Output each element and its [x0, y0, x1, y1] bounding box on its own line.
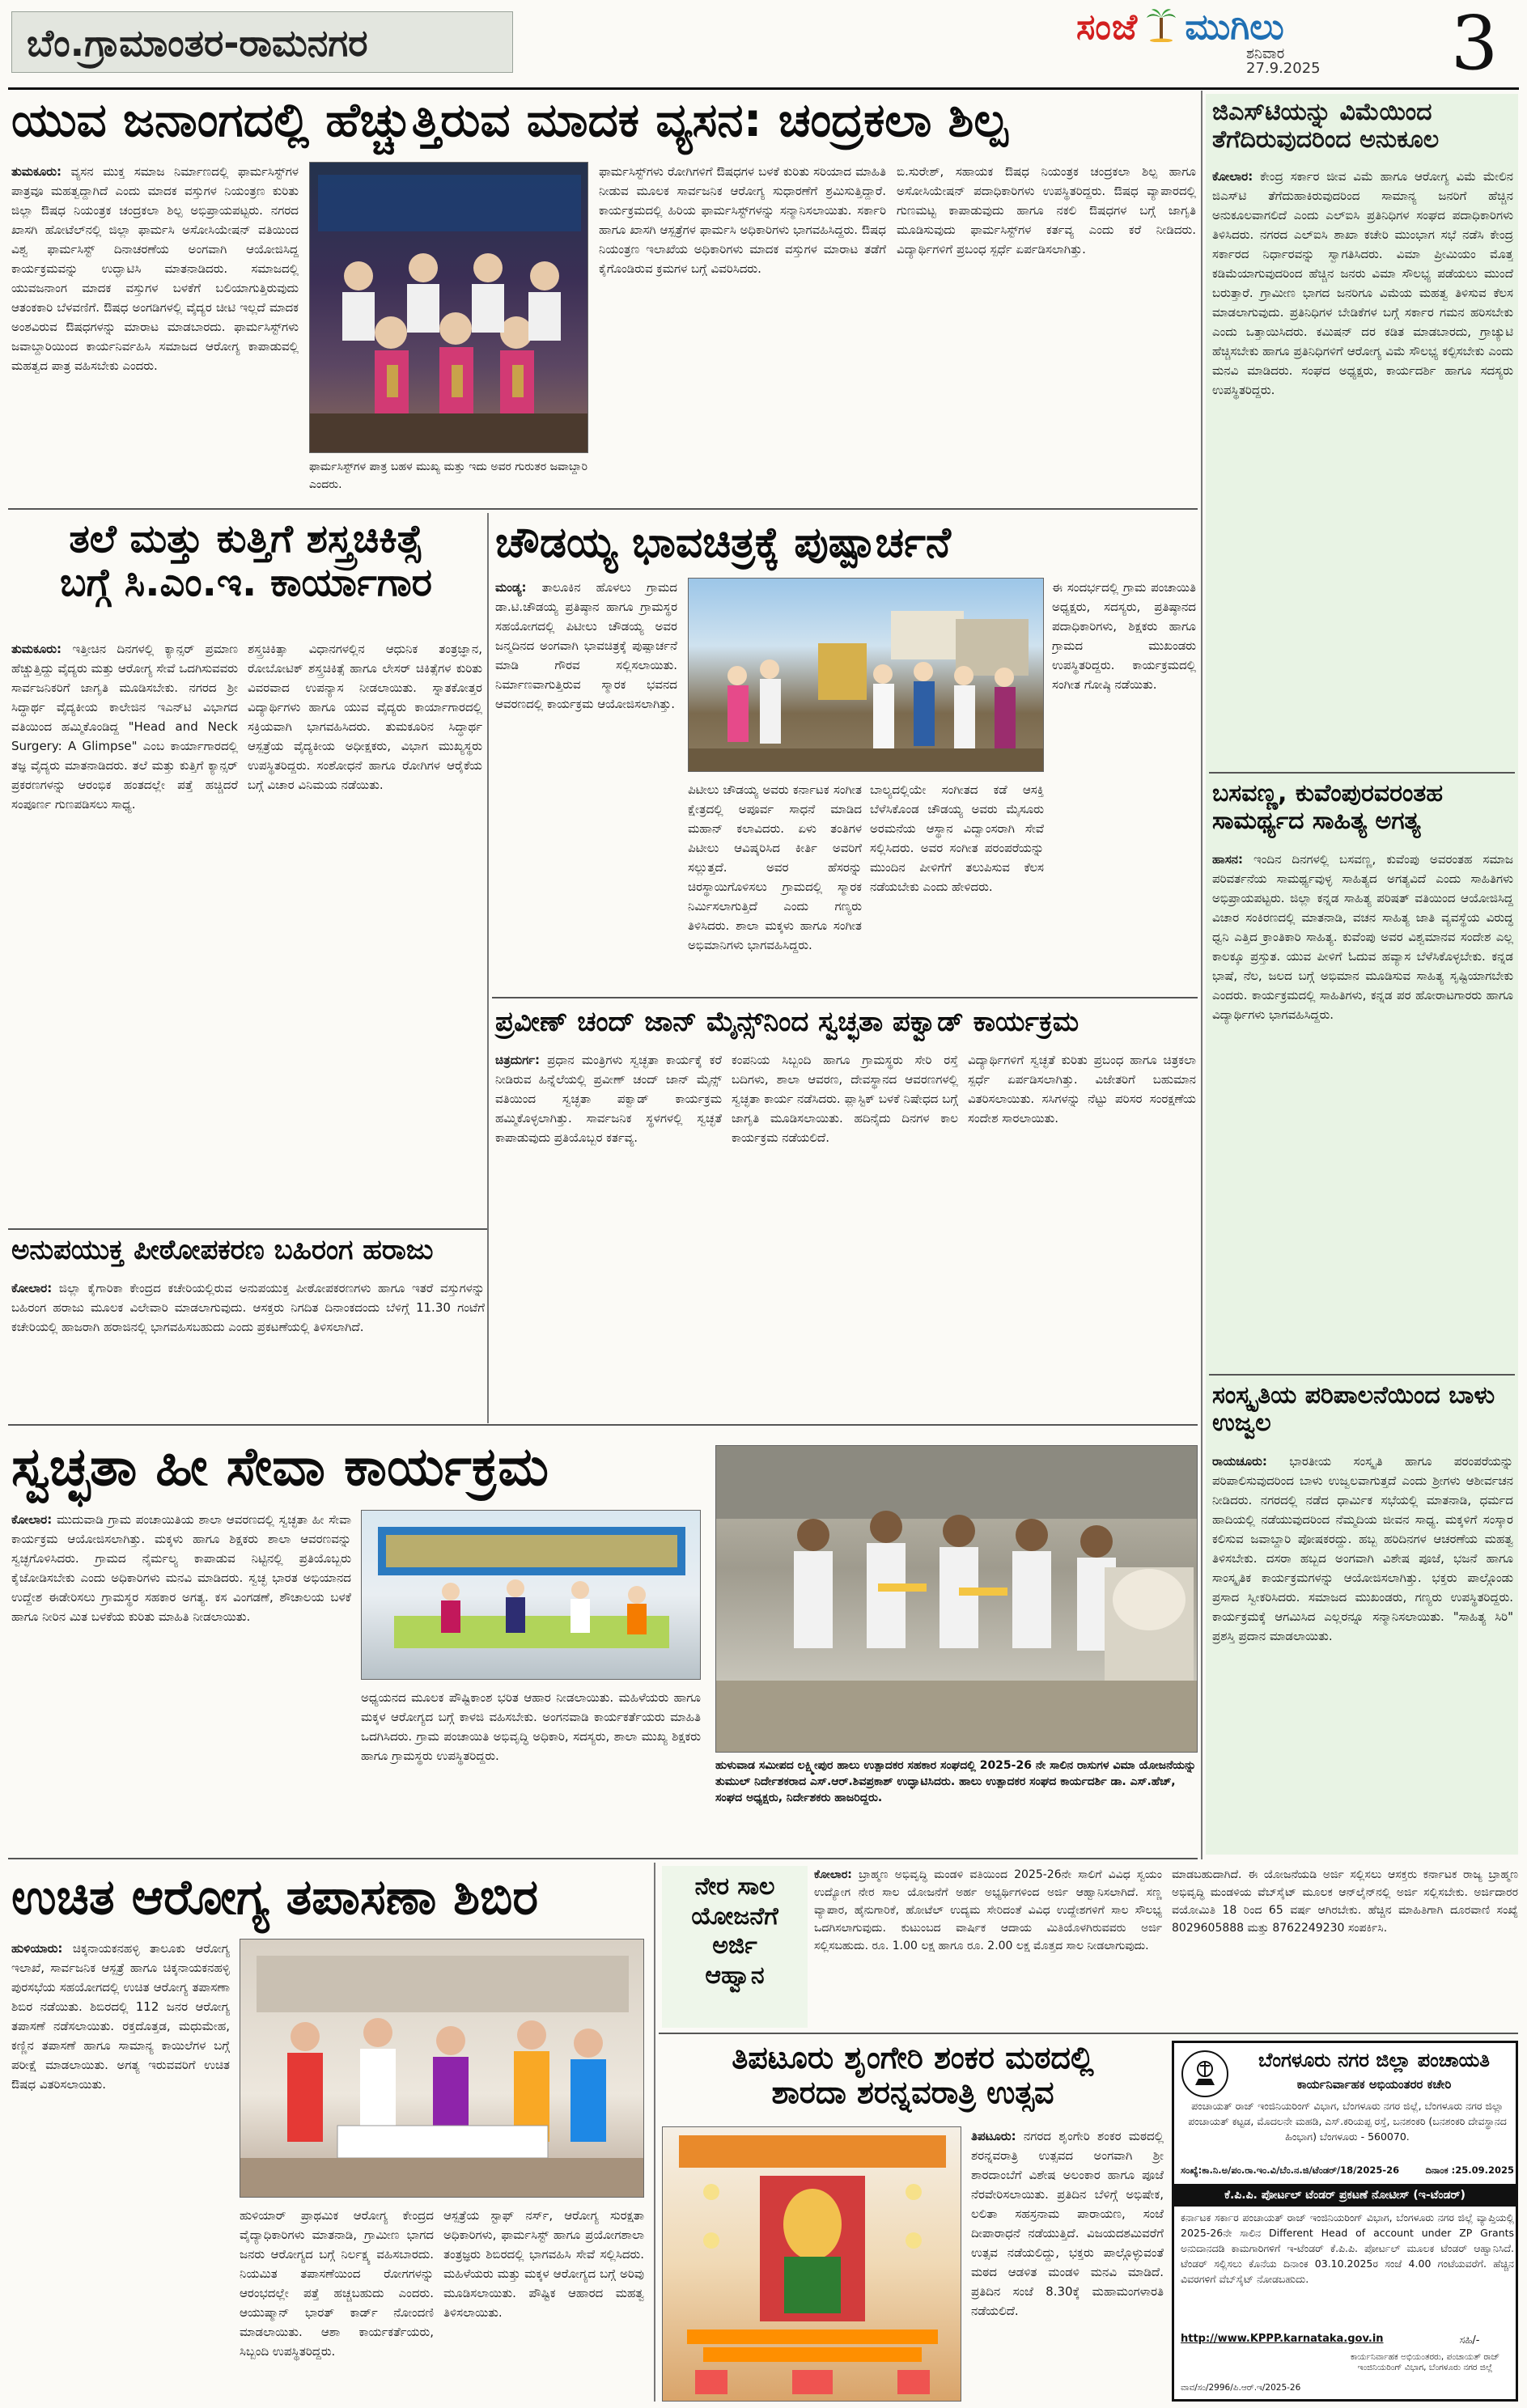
dateline: ಹುಳಿಯಾರು: — [11, 1941, 63, 1956]
headline: ಸಂಸ್ಕೃತಿಯ ಪರಿಪಾಲನೆಯಿಂದ ಬಾಳು ಉಜ್ವಲ — [1212, 1381, 1495, 1437]
story-column — [814, 1866, 1162, 2028]
dateline: ಮಂಡ್ಯ: — [495, 580, 527, 595]
story-text: ಜಿಲ್ಲಾ ಕೈಗಾರಿಕಾ ಕೇಂದ್ರದ ಕಚೇರಿಯಲ್ಲಿರುವ ಅನುಪಯುಕ್ತ ಪೀಠೋಪಕರಣಗಳು ಹಾಗೂ ಇತರೆ ವಸ್ತುಗಳನ್ನು ಬಹಿರಂಗ ಹರಾಜು ಮೂಲಕ ವಿಲೇವಾರಿ ಮಾಡಲಾಗುವುದು. ಆಸಕ್ತರು ನಿಗದಿತ ದಿನಾಂಕದಂದು ಬೆಳಿಗ್ಗೆ 11.30 ಗಂಟೆಗೆ ಕಚೇರಿಯಲ್ಲಿ ಹಾಜರಾಗಿ ಹರಾಜಿನಲ್ಲಿ ಭಾಗವಹಿಸಬಹುದು ಎಂದು ಪ್ರಕಟಣೆಯಲ್ಲಿ ತಿಳಿಸಲಾಗಿದೆ. — [11, 1281, 485, 1334]
story-text: ಇಂದಿನ ದಿನಗಳಲ್ಲಿ ಬಸವಣ್ಣ, ಕುವೆಂಪು ಅವರಂತಹ ಸಮಾಜ ಪರಿವರ್ತನೆಯ ಸಾಮರ್ಥ್ಯವುಳ್ಳ ಸಾಹಿತ್ಯದ ಅಗತ್ಯವಿದೆ ಎಂದು ಸಾಹಿತಿಗಳು ಅಭಿಪ್ರಾಯಪಟ್ಟರು. ಜಿಲ್ಲಾ ಕನ್ನಡ ಸಾಹಿತ್ಯ ಪರಿಷತ್ ವತಿಯಿಂದ ಆಯೋಜಿಸಿದ್ದ ವಿಚಾರ ಸಂಕಿರಣದಲ್ಲಿ ಮಾತನಾಡಿ, ವಚನ ಸಾಹಿತ್ಯ ಜಾತಿ ವ್ಯವಸ್ಥೆಯ ವಿರುದ್ಧ ಧ್ವನಿ ಎತ್ತಿದ ಕ್ರಾಂತಿಕಾರಿ ಸಾಹಿತ್ಯ. ಕುವೆಂಪು ಅವರ ವಿಶ್ವಮಾನವ ಸಂದೇಶ ಎಲ್ಲ ಕಾಲಕ್ಕೂ ಪ್ರಸ್ತುತ. ಯುವ ಪೀಳಿಗೆ ಓದುವ ಹವ್ಯಾಸ ಬೆಳೆಸಿಕೊಳ್ಳಬೇಕು. ಕನ್ನಡ ಭಾಷೆ, ನೆಲ, ಜಲದ ಬಗ್ಗೆ ಅಭಿಮಾನ ಮೂಡಿಸುವ ಸಾಹಿತ್ಯ ಸೃಷ್ಟಿಯಾಗಬೇಕು ಎಂದರು. ಕಾರ್ಯಕ್ರಮದಲ್ಲಿ ಸಾಹಿತಿಗಳು, ಕನ್ನಡ ಪರ ಹೋರಾಟಗಾರರು ಹಾಗೂ ವಿದ್ಯಾರ್ಥಿಗಳು ಭಾಗವಹಿಸಿದ್ದರು. — [1212, 852, 1513, 1022]
reference-date: ದಿನಾಂಕ :25.09.2025 — [1425, 2164, 1514, 2176]
dateline: ಕೋಲಾರ: — [11, 1512, 53, 1527]
logo-text-part1: ಸಂಜೆ — [1076, 6, 1139, 48]
dateline: ರಾಯಚೂರು: — [1212, 1454, 1267, 1469]
photo-caption: ಹುಳುವಾಡ ಸಮೀಪದ ಲಕ್ಷ್ಮೀಪುರ ಹಾಲು ಉತ್ಪಾದಕರ ಸಹಕಾರ ಸಂಘದಲ್ಲಿ 2025-26 ನೇ ಸಾಲಿನ ರಾಸುಗಳ ವಿಮಾ ಯೋಜನೆಯನ್ನು ತುಮುಲ್ ನಿರ್ದೇಶಕರಾದ ಎಸ್.ಆರ್.ಶಿವಪ್ರಕಾಶ್ ಉದ್ಘಾಟಿಸಿದರು. ಹಾಲು ಉತ್ಪಾದಕರ ಸಂಘದ ಕಾರ್ಯದರ್ಶಿ ಡಾ. ಎಸ್.ಹೆಚ್, ಸಂಘದ ಅಧ್ಯಕ್ಷರು, ನಿರ್ದೇಶಕರು ಹಾಜರಿದ್ದರು. — [715, 1759, 1197, 1804]
story-text: ಪ್ರಧಾನ ಮಂತ್ರಿಗಳು ಸ್ವಚ್ಛತಾ ಕಾರ್ಯಕ್ಕೆ ಕರೆ ನೀಡಿರುವ ಹಿನ್ನೆಲೆಯಲ್ಲಿ ಪ್ರವೀಣ್ ಚಂದ್ ಜಾನ್ ಮೈನ್ಸ್ ವತಿಯಿಂದ ಸ್ವಚ್ಛತಾ ಪಕ್ವಾಡ್ ಕಾರ್ಯಕ್ರಮ ಹಮ್ಮಿಕೊಳ್ಳಲಾಗಿತ್ತು. ಸಾರ್ವಜನಿಕ ಸ್ಥಳಗಳಲ್ಲಿ ಸ್ವಚ್ಛತೆ ಕಾಪಾಡುವುದು ಪ್ರತಿಯೊಬ್ಬರ ಕರ್ತವ್ಯ. — [495, 1053, 722, 1145]
signature: ಸಹಿ/- — [1459, 2334, 1480, 2347]
headline — [662, 2041, 1164, 2122]
story-column — [11, 1939, 230, 2402]
logo-text-part2: ಮುಗಿಲು — [1185, 6, 1284, 48]
headline-line: ಶಾರದಾ ಶರನ್ನವರಾತ್ರಿ ಉತ್ಸವ — [771, 2074, 1054, 2110]
newspaper-logo — [1076, 6, 1416, 77]
headline-line: ಯೋಜನೆಗೆ — [691, 1901, 778, 1931]
column-divider — [654, 1863, 655, 2402]
story-column — [1212, 167, 1513, 765]
event-photo — [240, 1939, 644, 2198]
story-column — [495, 1050, 722, 1416]
headline: ಉಚಿತ ಆರೋಗ್ಯ ತಪಾಸಣಾ ಶಿಬಿರ — [11, 1869, 539, 1926]
story-column: ಬಿ.ಸುರೇಶ್, ಸಹಾಯಕ ಔಷಧ ನಿಯಂತ್ರಕ ಚಂದ್ರಕಲಾ ಶಿಲ್ಪ ಹಾಗೂ ಅಸೋಸಿಯೇಷನ್ ಪದಾಧಿಕಾರಿಗಳು ಉಪಸ್ಥಿತರಿದ್ದರು. ಔಷಧ ವ್ಯಾಪಾರದಲ್ಲಿ ಗುಣಮಟ್ಟ ಕಾಪಾಡುವುದು ಹಾಗೂ ನಕಲಿ ಔಷಧಗಳ ಬಗ್ಗೆ ಜಾಗೃತಿ ಮೂಡಿಸುವುದು ಫಾರ್ಮಸಿಸ್ಟ್‌ಗಳ ಕರ್ತವ್ಯ ಎಂದು ಕರೆ ನೀಡಿದರು. ವಿದ್ಯಾರ್ಥಿಗಳಿಗೆ ಪ್ರಬಂಧ ಸ್ಪರ್ಧೆ ಏರ್ಪಡಿಸಲಾಗಿತ್ತು. — [897, 164, 1196, 256]
divider — [8, 508, 1198, 510]
event-photo — [662, 2126, 961, 2402]
ad-footer-code: ವಾವ/ಸಂ/2996/ಪಿ.ಆರ್.ಇ/2025-26 — [1181, 2383, 1301, 2393]
dateline: ಚಿತ್ರದುರ್ಗ: — [495, 1053, 541, 1067]
issue-date: 27.9.2025 — [1246, 60, 1321, 77]
headline-line: ಅರ್ಜಿ — [712, 1931, 757, 1961]
headline-line: ಆಹ್ವಾನ — [705, 1961, 765, 1990]
divider — [8, 1228, 487, 1230]
column-divider — [1201, 91, 1203, 1859]
headline: ಯುವ ಜನಾಂಗದಲ್ಲಿ ಹೆಚ್ಚುತ್ತಿರುವ ಮಾದಕ ವ್ಯಸನ: ಚಂದ್ರಕಲಾ ಶಿಲ್ಪ — [11, 92, 1008, 147]
event-photo — [309, 162, 588, 453]
story-column: ಅಧ್ಯಯನದ ಮೂಲಕ ಪೌಷ್ಟಿಕಾಂಶ ಭರಿತ ಆಹಾರ ನೀಡಲಾಯಿತು. ಮಹಿಳೆಯರು ಹಾಗೂ ಮಕ್ಕಳ ಆರೋಗ್ಯದ ಬಗ್ಗೆ ಕಾಳಜಿ ವಹಿಸಬೇಕು. ಅಂಗನವಾಡಿ ಕಾರ್ಯಕರ್ತೆಯರು ಮಾಹಿತಿ ಒದಗಿಸಿದರು. ಗ್ರಾಮ ಪಂಚಾಯಿತಿ ಅಭಿವೃದ್ಧಿ ಅಧಿಕಾರಿ, ಸದಸ್ಯರು, ಶಾಲಾ ಮುಖ್ಯ ಶಿಕ್ಷಕರು ಹಾಗೂ ಗ್ರಾಮಸ್ಥರು ಉಪಸ್ಥಿತರಿದ್ದರು. — [361, 1690, 701, 1763]
signatory-title: ಕಾರ್ಯನಿರ್ವಾಹಕ ಅಭಿಯಂತರರು, ಪಂಚಾಯತ್ ರಾಜ್ ಇಂಜಿನಿಯರಿಂಗ್ ವಿಭಾಗ, ಬೆಂಗಳೂರು ನಗರ ಜಿಲ್ಲೆ — [1350, 2352, 1500, 2372]
divider — [8, 1424, 1198, 1426]
headline: ಸ್ವಚ್ಛತಾ ಹೀ ಸೇವಾ ಕಾರ್ಯಕ್ರಮ — [11, 1435, 549, 1498]
story-text: ವ್ಯಸನ ಮುಕ್ತ ಸಮಾಜ ನಿರ್ಮಾಣದಲ್ಲಿ ಫಾರ್ಮಸಿಸ್ಟ್‌ಗಳ ಪಾತ್ರವೂ ಮಹತ್ವದ್ದಾಗಿದೆ ಎಂದು ಮಾದಕ ವಸ್ತುಗಳ ನಿಯಂತ್ರಣ ಕುರಿತು ಜಿಲ್ಲಾ ಔಷಧ ನಿಯಂತ್ರಕ ಚಂದ್ರಕಲಾ ಶಿಲ್ಪ ಅಭಿಪ್ರಾಯಪಟ್ಟರು. ನಗರದ ಖಾಸಗಿ ಹೋಟೆಲ್‌ನಲ್ಲಿ ಜಿಲ್ಲಾ ಫಾರ್ಮಸಿ ಅಸೋಸಿಯೇಷನ್ ವತಿಯಿಂದ ವಿಶ್ವ ಫಾರ್ಮಸಿಸ್ಟ್ ದಿನಾಚರಣೆಯ ಅಂಗವಾಗಿ ಆಯೋಜಿಸಿದ್ದ ಕಾರ್ಯಕ್ರಮವನ್ನು ಉದ್ಘಾಟಿಸಿ ಮಾತನಾಡಿದರು. ಸಮಾಜದಲ್ಲಿ ಯುವಜನಾಂಗ ಮಾದಕ ವಸ್ತುಗಳ ಬಳಕೆಗೆ ಬಲಿಯಾಗುತ್ತಿರುವುದು ಆತಂಕಕಾರಿ ಬೆಳವಣಿಗೆ. ಔಷಧ ಅಂಗಡಿಗಳಲ್ಲಿ ವೈದ್ಯರ ಚೀಟಿ ಇಲ್ಲದೆ ಮಾದಕ ಅಂಶವಿರುವ ಔಷಧಗಳನ್ನು ಮಾರಾಟ ಮಾಡಬಾರದು. ಫಾರ್ಮಸಿಸ್ಟ್‌ಗಳು ಜವಾಬ್ದಾರಿಯಿಂದ ಕಾರ್ಯನಿರ್ವಹಿಸಿ ಸಮಾಜದ ಆರೋಗ್ಯ ಕಾಪಾಡುವಲ್ಲಿ ಮಹತ್ವದ ಪಾತ್ರ ವಹಿಸಬೇಕು ಎಂದರು. — [11, 164, 299, 373]
story-text: ನಗರದ ಶೃಂಗೇರಿ ಶಂಕರ ಮಠದಲ್ಲಿ ಶರನ್ನವರಾತ್ರಿ ಉತ್ಸವದ ಅಂಗವಾಗಿ ಶ್ರೀ ಶಾರದಾಂಬೆಗೆ ವಿಶೇಷ ಅಲಂಕಾರ ಹಾಗೂ ಪೂಜೆ ನೆರವೇರಿಸಲಾಯಿತು. ಪ್ರತಿದಿನ ಬೆಳಿಗ್ಗೆ ಅಭಿಷೇಕ, ಲಲಿತಾ ಸಹಸ್ರನಾಮ ಪಾರಾಯಣ, ಸಂಜೆ ದೀಪಾರಾಧನೆ ನಡೆಯುತ್ತಿದೆ. ವಿಜಯದಶಮಿವರೆಗೆ ಉತ್ಸವ ನಡೆಯಲಿದ್ದು, ಭಕ್ತರು ಪಾಲ್ಗೊಳ್ಳುವಂತೆ ಮಠದ ಆಡಳಿತ ಮಂಡಳಿ ಮನವಿ ಮಾಡಿದೆ. ಪ್ರತಿದಿನ ಸಂಜೆ 8.30ಕ್ಕೆ ಮಹಾಮಂಗಳಾರತಿ ನಡೆಯಲಿದೆ. — [971, 2129, 1164, 2318]
tender-banner: ಕೆ.ಪಿ.ಪಿ. ಪೋರ್ಟಲ್ ಟೆಂಡರ್ ಪ್ರಕಟಣೆ ನೋಟೀಸ್ (ಇ-ಟೆಂಡರ್) — [1174, 2184, 1516, 2207]
dateline: ಕೋಲಾರ: — [814, 1868, 852, 1881]
story-text: ಕೇಂದ್ರ ಸರ್ಕಾರ ಜೀವ ವಿಮೆ ಹಾಗೂ ಆರೋಗ್ಯ ವಿಮೆ ಮೇಲಿನ ಜಿಎಸ್‌ಟಿ ತೆಗೆದುಹಾಕಿರುವುದರಿಂದ ಸಾಮಾನ್ಯ ಜನರಿಗೆ ಹೆಚ್ಚಿನ ಅನುಕೂಲವಾಗಲಿದೆ ಎಂದು ಎಲ್‌ಐಸಿ ಪ್ರತಿನಿಧಿಗಳ ಸಂಘದ ಪದಾಧಿಕಾರಿಗಳು ತಿಳಿಸಿದರು. ನಗರದ ಎಲ್‌ಐಸಿ ಶಾಖಾ ಕಚೇರಿ ಮುಂಭಾಗ ಸಭೆ ನಡೆಸಿ ಕೇಂದ್ರ ಸರ್ಕಾರದ ನಿರ್ಧಾರವನ್ನು ಸ್ವಾಗತಿಸಿದರು. ವಿಮಾ ಪ್ರೀಮಿಯಂ ಮೊತ್ತ ಕಡಿಮೆಯಾಗುವುದರಿಂದ ಹೆಚ್ಚಿನ ಜನರು ವಿಮಾ ಸೌಲಭ್ಯ ಪಡೆಯಲು ಮುಂದೆ ಬರುತ್ತಾರೆ. ಗ್ರಾಮೀಣ ಭಾಗದ ಜನರಿಗೂ ವಿಮೆಯ ಮಹತ್ವ ತಿಳಿಸುವ ಕೆಲಸ ಮಾಡಲಾಗುವುದು. ಪ್ರತಿನಿಧಿಗಳ ಬೇಡಿಕೆಗಳ ಬಗ್ಗೆ ಸರ್ಕಾರ ಗಮನ ಹರಿಸಬೇಕು ಎಂದು ಒತ್ತಾಯಿಸಿದರು. ಕಮಿಷನ್ ದರ ಕಡಿತ ಮಾಡಬಾರದು, ಗ್ರಾಚ್ಯುಟಿ ಹೆಚ್ಚಿಸಬೇಕು ಹಾಗೂ ಪ್ರತಿನಿಧಿಗಳಿಗೆ ಆರೋಗ್ಯ ವಿಮೆ ಸೌಲಭ್ಯ ಕಲ್ಪಿಸಬೇಕು ಎಂದು ಮನವಿ ಮಾಡಿದರು. ಸಂಘದ ಅಧ್ಯಕ್ಷರು, ಕಾರ್ಯದರ್ಶಿ ಹಾಗೂ ಸದಸ್ಯರು ಉಪಸ್ಥಿತರಿದ್ದರು. — [1212, 169, 1513, 397]
story-column: ವಿದ್ಯಾರ್ಥಿಗಳಿಗೆ ಸ್ವಚ್ಛತೆ ಕುರಿತು ಪ್ರಬಂಧ ಹಾಗೂ ಚಿತ್ರಕಲಾ ಸ್ಪರ್ಧೆ ಏರ್ಪಡಿಸಲಾಗಿತ್ತು. ವಿಜೇತರಿಗೆ ಬಹುಮಾನ ವಿತರಿಸಲಾಯಿತು. ಸಸಿಗಳನ್ನು ನೆಟ್ಟು ಪರಿಸರ ಸಂರಕ್ಷಣೆಯ ಸಂದೇಶ ಸಾರಲಾಯಿತು. — [968, 1053, 1196, 1126]
story-column: ಫಾರ್ಮಸಿಸ್ಟ್‌ಗಳು ರೋಗಿಗಳಿಗೆ ಔಷಧಗಳ ಬಳಕೆ ಕುರಿತು ಸರಿಯಾದ ಮಾಹಿತಿ ನೀಡುವ ಮೂಲಕ ಸಾರ್ವಜನಿಕ ಆರೋಗ್ಯ ಸುಧಾರಣೆಗೆ ಶ್ರಮಿಸುತ್ತಿದ್ದಾರೆ. ಕಾರ್ಯಕ್ರಮದಲ್ಲಿ ಹಿರಿಯ ಫಾರ್ಮಸಿಸ್ಟ್‌ಗಳನ್ನು ಸನ್ಮಾನಿಸಲಾಯಿತು. ಸರ್ಕಾರಿ ಹಾಗೂ ಖಾಸಗಿ ಆಸ್ಪತ್ರೆಗಳ ಫಾರ್ಮಸಿ ಅಧಿಕಾರಿಗಳು ಭಾಗವಹಿಸಿದ್ದರು. ಔಷಧ ನಿಯಂತ್ರಣ ಇಲಾಖೆಯ ಅಧಿಕಾರಿಗಳು ಮಾದಕ ವಸ್ತುಗಳ ಮಾರಾಟ ತಡೆಗೆ ಕೈಗೊಂಡಿರುವ ಕ್ರಮಗಳ ಬಗ್ಗೆ ವಿವರಿಸಿದರು. — [599, 164, 886, 276]
headline: ಚೌಡಯ್ಯ ಭಾವಚಿತ್ರಕ್ಕೆ ಪುಷ್ಪಾರ್ಚನೆ — [495, 519, 951, 567]
story-text: ತಾಲೂಕಿನ ಹೊಳಲು ಗ್ರಾಮದ ಡಾ.ಟಿ.ಚೌಡಯ್ಯ ಪ್ರತಿಷ್ಠಾನ ಹಾಗೂ ಗ್ರಾಮಸ್ಥರ ಸಹಯೋಗದಲ್ಲಿ ಪಿಟೀಲು ಚೌಡಯ್ಯ ಅವರ ಜನ್ಮದಿನದ ಅಂಗವಾಗಿ ಭಾವಚಿತ್ರಕ್ಕೆ ಪುಷ್ಪಾರ್ಚನೆ ಮಾಡಿ ಗೌರವ ಸಲ್ಲಿಸಲಾಯಿತು. ನಿರ್ಮಾಣವಾಗುತ್ತಿರುವ ಸ್ಮಾರಕ ಭವನದ ಆವರಣದಲ್ಲಿ ಕಾರ್ಯಕ್ರಮ ಆಯೋಜಿಸಲಾಗಿತ್ತು. — [495, 580, 677, 711]
reference-number: ಸಂಖ್ಯೆ:ಕಾ.ನಿ.ಅ/ಪಂ.ರಾ.ಇಂ.ವಿ/ಬೆಂ.ನ.ಜಿ/ಟೆಂಡರ್/18/2025-26 — [1181, 2164, 1400, 2176]
story-column — [11, 639, 238, 1222]
headline-line: ತಲೆ ಮತ್ತು ಕುತ್ತಿಗೆ ಶಸ್ತ್ರಚಿಕಿತ್ಸೆ — [69, 516, 423, 562]
story-text: ಇತ್ತೀಚಿನ ದಿನಗಳಲ್ಲಿ ಕ್ಯಾನ್ಸರ್ ಪ್ರಮಾಣ ಹೆಚ್ಚುತ್ತಿದ್ದು ವೈದ್ಯರು ಮತ್ತು ಆರೋಗ್ಯ ಸೇವೆ ಒದಗಿಸುವವರು ಸಾರ್ವಜನಿಕರಿಗೆ ಜಾಗೃತಿ ಮೂಡಿಸಬೇಕು. ನಗರದ ಶ್ರೀ ಸಿದ್ಧಾರ್ಥ ವೈದ್ಯಕೀಯ ಕಾಲೇಜಿನ ಇಎನ್‌ಟಿ ವಿಭಾಗದ ವತಿಯಿಂದ ಹಮ್ಮಿಕೊಂಡಿದ್ದ "Head and Neck Surgery: A Glimpse" ಎಂಬ ಕಾರ್ಯಾಗಾರದಲ್ಲಿ ತಜ್ಞ ವೈದ್ಯರು ಮಾತನಾಡಿದರು. ತಲೆ ಮತ್ತು ಕುತ್ತಿಗೆ ಕ್ಯಾನ್ಸರ್ ಪ್ರಕರಣಗಳನ್ನು ಆರಂಭಿಕ ಹಂತದಲ್ಲೇ ಪತ್ತೆ ಹಚ್ಚಿದರೆ ಸಂಪೂರ್ಣ ಗುಣಪಡಿಸಲು ಸಾಧ್ಯ. — [11, 642, 238, 812]
story-column — [1212, 1452, 1513, 1848]
sidebar — [1206, 94, 1518, 1855]
story-column: ಈ ಸಂದರ್ಭದಲ್ಲಿ ಗ್ರಾಮ ಪಂಚಾಯಿತಿ ಅಧ್ಯಕ್ಷರು, ಸದಸ್ಯರು, ಪ್ರತಿಷ್ಠಾನದ ಪದಾಧಿಕಾರಿಗಳು, ಶಿಕ್ಷಕರು ಹಾಗೂ ಗ್ರಾಮದ ಮುಖಂಡರು ಉಪಸ್ಥಿತರಿದ್ದರು. ಕಾರ್ಯಕ್ರಮದಲ್ಲಿ ಸಂಗೀತ ಗೋಷ್ಠಿ ನಡೆಯಿತು. — [1052, 580, 1196, 692]
photo-caption: ಫಾರ್ಮಸಿಸ್ಟ್‌ಗಳ ಪಾತ್ರ ಬಹಳ ಮುಖ್ಯ ಮತ್ತು ಇದು ಅವರ ಗುರುತರ ಜವಾಬ್ದಾರಿ ಎಂದರು. — [309, 460, 588, 491]
story-column — [1212, 850, 1513, 1367]
story-text: ಮುದುವಾಡಿ ಗ್ರಾಮ ಪಂಚಾಯಿತಿಯ ಶಾಲಾ ಆವರಣದಲ್ಲಿ ಸ್ವಚ್ಛತಾ ಹೀ ಸೇವಾ ಕಾರ್ಯಕ್ರಮ ಆಯೋಜಿಸಲಾಗಿತ್ತು. ಮಕ್ಕಳು ಹಾಗೂ ಶಿಕ್ಷಕರು ಶಾಲಾ ಆವರಣವನ್ನು ಸ್ವಚ್ಛಗೊಳಿಸಿದರು. ಗ್ರಾಮದ ನೈರ್ಮಲ್ಯ ಕಾಪಾಡುವ ನಿಟ್ಟಿನಲ್ಲಿ ಪ್ರತಿಯೊಬ್ಬರು ಕೈಜೋಡಿಸಬೇಕು ಎಂದು ಅಧಿಕಾರಿಗಳು ಮನವಿ ಮಾಡಿದರು. ಸ್ವಚ್ಛ ಭಾರತ ಅಭಿಯಾನದ ಉದ್ದೇಶ ಈಡೇರಿಸಲು ಗ್ರಾಮಸ್ಥರ ಸಹಕಾರ ಅಗತ್ಯ. ಕಸ ವಿಂಗಡಣೆ, ಶೌಚಾಲಯ ಬಳಕೆ ಹಾಗೂ ನೀರಿನ ಮಿತ ಬಳಕೆಯ ಕುರಿತು ಮಾಹಿತಿ ನೀಡಲಾಯಿತು. — [11, 1512, 351, 1624]
headline: ಜಿಎಸ್‌ಟಿಯನ್ನು ವಿಮೆಯಿಂದ ತೆಗೆದಿರುವುದರಿಂದ ಅನುಕೂಲ — [1212, 98, 1440, 154]
event-photo — [688, 578, 1044, 772]
org-address: ಪಂಚಾಯತ್ ರಾಜ್ ಇಂಜಿನಿಯರಿಂಗ್ ವಿಭಾಗ, ಬೆಂಗಳೂರು ನಗರ ಜಿಲ್ಲೆ, ಬೆಂಗಳೂರು ನಗರ ಜಿಲ್ಲಾ ಪಂಚಾಯತ್ ಕಟ್ಟಡ, ಮೊದಲನೇ ಮಹಡಿ, ಎಸ್.ಕರಿಯಪ್ಪ ರಸ್ತೆ, ಬನಶಂಕರಿ (ಬನಶಂಕರಿ ದೇವಸ್ಥಾನದ ಹಿಂಭಾಗ) ಬೆಂಗಳೂರು - 560070. — [1188, 2100, 1507, 2143]
dateline: ಕೋಲಾರ: — [11, 1281, 53, 1295]
headline — [11, 518, 481, 631]
headline: ಪ್ರವೀಣ್ ಚಂದ್ ಜಾನ್ ಮೈನ್ಸ್‌ನಿಂದ ಸ್ವಚ್ಛತಾ ಪಕ್ವಾಡ್ ಕಾರ್ಯಕ್ರಮ — [495, 1006, 1080, 1038]
issue-day: ಶನಿವಾರ — [1246, 45, 1285, 62]
divider — [1209, 1374, 1515, 1376]
tender-advertisement — [1172, 2041, 1518, 2402]
story-column: ಶಸ್ತ್ರಚಿಕಿತ್ಸಾ ವಿಧಾನಗಳಲ್ಲಿನ ಆಧುನಿಕ ತಂತ್ರಜ್ಞಾನ, ರೋಬೋಟಿಕ್ ಶಸ್ತ್ರಚಿಕಿತ್ಸೆ ಹಾಗೂ ಲೇಸರ್ ಚಿಕಿತ್ಸೆಗಳ ಕುರಿತು ವಿವರವಾದ ಉಪನ್ಯಾಸ ನೀಡಲಾಯಿತು. ಸ್ನಾತಕೋತ್ತರ ವಿದ್ಯಾರ್ಥಿಗಳು ಹಾಗೂ ಯುವ ವೈದ್ಯರು ಕಾರ್ಯಾಗಾರದಲ್ಲಿ ಸಕ್ರಿಯವಾಗಿ ಭಾಗವಹಿಸಿದರು. ತುಮಕೂರಿನ ಸಿದ್ಧಾರ್ಥ ಆಸ್ಪತ್ರೆಯ ವೈದ್ಯಕೀಯ ಅಧೀಕ್ಷಕರು, ವಿಭಾಗ ಮುಖ್ಯಸ್ಥರು ಉಪಸ್ಥಿತರಿದ್ದರು. ಸಂಶೋಧನೆ ಹಾಗೂ ರೋಗಿಗಳ ಆರೈಕೆಯ ಬಗ್ಗೆ ವಿಚಾರ ವಿನಿಮಯ ನಡೆಯಿತು. — [248, 642, 482, 792]
tender-website-link[interactable]: http://www.KPPP.karnataka.gov.in — [1181, 2333, 1384, 2345]
story-column — [495, 578, 677, 990]
event-photo — [715, 1445, 1198, 1753]
story-column: ಬಾಲ್ಯದಲ್ಲಿಯೇ ಸಂಗೀತದ ಕಡೆ ಆಸಕ್ತಿ ಬೆಳೆಸಿಕೊಂಡ ಚೌಡಯ್ಯ ಅವರು ಮೈಸೂರು ಅರಮನೆಯ ಆಸ್ಥಾನ ವಿದ್ವಾಂಸರಾಗಿ ಸೇವೆ ಸಲ್ಲಿಸಿದರು. ಅವರ ಸಂಗೀತ ಪರಂಪರೆಯನ್ನು ಮುಂದಿನ ಪೀಳಿಗೆಗೆ ತಲುಪಿಸುವ ಕೆಲಸ ನಡೆಯಬೇಕು ಎಂದು ಹೇಳಿದರು. — [870, 782, 1044, 894]
masthead-rule — [8, 87, 1519, 90]
story-column: ಪಿಟೀಲು ಚೌಡಯ್ಯ ಅವರು ಕರ್ನಾಟಕ ಸಂಗೀತ ಕ್ಷೇತ್ರದಲ್ಲಿ ಅಪೂರ್ವ ಸಾಧನೆ ಮಾಡಿದ ಮಹಾನ್ ಕಲಾವಿದರು. ಏಳು ತಂತಿಗಳ ಪಿಟೀಲು ಆವಿಷ್ಕರಿಸಿದ ಕೀರ್ತಿ ಅವರಿಗೆ ಸಲ್ಲುತ್ತದೆ. ಅವರ ಹೆಸರನ್ನು ಚಿರಸ್ಥಾಯಿಗೊಳಿಸಲು ಗ್ರಾಮದಲ್ಲಿ ಸ್ಮಾರಕ ನಿರ್ಮಿಸಲಾಗುತ್ತಿದೆ ಎಂದು ಗಣ್ಯರು ತಿಳಿಸಿದರು. ಶಾಲಾ ಮಕ್ಕಳು ಹಾಗೂ ಸಂಗೀತ ಅಭಿಮಾನಿಗಳು ಭಾಗವಹಿಸಿದ್ದರು. — [688, 782, 862, 952]
headline-line: ಬಗ್ಗೆ ಸಿ.ಎಂ.ಇ. ಕಾರ್ಯಾಗಾರ — [59, 559, 433, 605]
headline: ಅನುಪಯುಕ್ತ ಪೀಠೋಪಕರಣ ಬಹಿರಂಗ ಹರಾಜು — [11, 1234, 434, 1266]
dateline: ತುಮಕೂರು: — [11, 164, 62, 179]
divider — [1209, 772, 1515, 774]
column-divider — [487, 513, 489, 1423]
palm-tree-icon — [1145, 6, 1177, 42]
story-text: ಬ್ರಾಹ್ಮಣ ಅಭಿವೃದ್ಧಿ ಮಂಡಳಿ ವತಿಯಿಂದ 2025-26ನೇ ಸಾಲಿಗೆ ವಿವಿಧ ಸ್ವಯಂ ಉದ್ಯೋಗ ನೇರ ಸಾಲ ಯೋಜನೆಗೆ ಅರ್ಹ ಅಭ್ಯರ್ಥಿಗಳಿಂದ ಅರ್ಜಿ ಆಹ್ವಾನಿಸಲಾಗಿದೆ. ಸಣ್ಣ ವ್ಯಾಪಾರ, ಹೈನುಗಾರಿಕೆ, ಹೋಟೆಲ್ ಉದ್ಯಮ ಸೇರಿದಂತೆ ವಿವಿಧ ಉದ್ದೇಶಗಳಿಗೆ ಸಾಲ ಸೌಲಭ್ಯ ಒದಗಿಸಲಾಗುವುದು. ಕುಟುಂಬದ ವಾರ್ಷಿಕ ಆದಾಯ ಮಿತಿಯೊಳಗಿರುವವರು ಅರ್ಜಿ ಸಲ್ಲಿಸಬಹುದು. ರೂ. 1.00 ಲಕ್ಷ ಹಾಗೂ ರೂ. 2.00 ಲಕ್ಷ ಮೊತ್ತದ ಸಾಲ ನೀಡಲಾಗುವುದು. — [814, 1868, 1162, 1952]
story-text: ಚಿಕ್ಕನಾಯಕನಹಳ್ಳಿ ತಾಲೂಕು ಆರೋಗ್ಯ ಇಲಾಖೆ, ಸಾರ್ವಜನಿಕ ಆಸ್ಪತ್ರೆ ಹಾಗೂ ಚಿಕ್ಕನಾಯಕನಹಳ್ಳಿ ಪುರಸಭೆಯ ಸಹಯೋಗದಲ್ಲಿ ಉಚಿತ ಆರೋಗ್ಯ ತಪಾಸಣಾ ಶಿಬಿರ ನಡೆಯಿತು. ಶಿಬಿರದಲ್ಲಿ 112 ಜನರ ಆರೋಗ್ಯ ತಪಾಸಣೆ ನಡೆಸಲಾಯಿತು. ರಕ್ತದೊತ್ತಡ, ಮಧುಮೇಹ, ಕಣ್ಣಿನ ತಪಾಸಣೆ ಹಾಗೂ ಸಾಮಾನ್ಯ ಕಾಯಿಲೆಗಳ ಬಗ್ಗೆ ಪರೀಕ್ಷೆ ಮಾಡಲಾಯಿತು. ಅಗತ್ಯ ಇರುವವರಿಗೆ ಉಚಿತ ಔಷಧ ವಿತರಿಸಲಾಯಿತು. — [11, 1941, 230, 2092]
story-column — [11, 162, 299, 502]
org-subtitle: ಕಾರ್ಯನಿರ್ವಾಹಕ ಅಭಿಯಂತರರ ಕಚೇರಿ — [1296, 2077, 1452, 2092]
story-text: ಭಾರತೀಯ ಸಂಸ್ಕೃತಿ ಹಾಗೂ ಪರಂಪರೆಯನ್ನು ಪರಿಪಾಲಿಸುವುದರಿಂದ ಬಾಳು ಉಜ್ವಲವಾಗುತ್ತದೆ ಎಂದು ಶ್ರೀಗಳು ಆಶೀರ್ವಚನ ನೀಡಿದರು. ನಗರದಲ್ಲಿ ನಡೆದ ಧಾರ್ಮಿಕ ಸಭೆಯಲ್ಲಿ ಮಾತನಾಡಿ, ಧರ್ಮದ ಹಾದಿಯಲ್ಲಿ ನಡೆಯುವುದರಿಂದ ನೆಮ್ಮದಿಯ ಜೀವನ ಸಾಧ್ಯ. ಮಕ್ಕಳಿಗೆ ಸಂಸ್ಕಾರ ಕಲಿಸುವ ಜವಾಬ್ದಾರಿ ಪೋಷಕರದ್ದು. ಹಬ್ಬ ಹರಿದಿನಗಳ ಆಚರಣೆಯ ಮಹತ್ವ ತಿಳಿಸಬೇಕು. ದಸರಾ ಹಬ್ಬದ ಅಂಗವಾಗಿ ವಿಶೇಷ ಪೂಜೆ, ಭಜನೆ ಹಾಗೂ ಸಾಂಸ್ಕೃತಿಕ ಕಾರ್ಯಕ್ರಮಗಳನ್ನು ಆಯೋಜಿಸಲಾಗಿತ್ತು. ಭಕ್ತರು ಪಾಲ್ಗೊಂಡು ಪ್ರಸಾದ ಸ್ವೀಕರಿಸಿದರು. ಸಮಾಜದ ಮುಖಂಡರು, ಗಣ್ಯರು ಉಪಸ್ಥಿತರಿದ್ದರು. ಕಾರ್ಯಕ್ರಮಕ್ಕೆ ಆಗಮಿಸಿದ ಎಲ್ಲರನ್ನೂ ಸನ್ಮಾನಿಸಲಾಯಿತು. "ಸಾಹಿತ್ಯ ಸಿರಿ" ಪ್ರಶಸ್ತಿ ಪ್ರದಾನ ಮಾಡಲಾಯಿತು. — [1212, 1454, 1513, 1643]
dateline: ತುಮಕೂರು: — [11, 642, 62, 656]
headline-line: ತಿಪಟೂರು ಶೃಂಗೇರಿ ಶಂಕರ ಮಠದಲ್ಲಿ — [732, 2040, 1094, 2075]
story-column — [11, 1510, 351, 1850]
story-column — [971, 2126, 1164, 2402]
tender-body: ಕರ್ನಾಟಕ ಸರ್ಕಾರ ಪಂಚಾಯತ್ ರಾಜ್ ಇಂಜಿನಿಯರಿಂಗ್ ವಿಭಾಗ, ಬೆಂಗಳೂರು ನಗರ ಜಿಲ್ಲೆ ವ್ಯಾಪ್ತಿಯಲ್ಲಿ 2025-26ನೇ ಸಾಲಿನ Different Head of account under ZP Grants ಅನುದಾನದಡಿ ಕಾಮಗಾರಿಗಳಿಗೆ ಇ-ಟೆಂಡರ್ ಕೆ.ಪಿ.ಪಿ. ಪೋರ್ಟಲ್ ಮೂಲಕ ಟೆಂಡರ್ ಆಹ್ವಾನಿಸಿದೆ. ಟೆಂಡರ್ ಸಲ್ಲಿಸಲು ಕೊನೆಯ ದಿನಾಂಕ 03.10.2025ರ ಸಂಜೆ 4.00 ಗಂಟೆಯವರೆಗೆ. ಹೆಚ್ಚಿನ ವಿವರಗಳಿಗೆ ವೆಬ್‌ಸೈಟ್ ನೋಡಬಹುದು. — [1181, 2211, 1514, 2285]
divider — [8, 1858, 1198, 1859]
event-photo — [361, 1510, 701, 1680]
dateline: ಕೋಲಾರ: — [1212, 169, 1253, 184]
headline: ಬಸವಣ್ಣ, ಕುವೆಂಪುರವರಂತಹ ಸಾಮರ್ಥ್ಯದ ಸಾಹಿತ್ಯ ಅಗತ್ಯ — [1212, 779, 1444, 835]
divider — [492, 997, 1198, 998]
dateline: ತಿಪಟೂರು: — [971, 2129, 1016, 2143]
story-column — [11, 1278, 485, 1416]
page-number: 3 — [1450, 0, 1499, 87]
org-title: ಬೆಂಗಳೂರು ನಗರ ಜಿಲ್ಲಾ ಪಂಚಾಯತಿ — [1258, 2049, 1491, 2071]
headline-box — [662, 1866, 808, 2028]
story-column: ಹುಳಿಯಾರ್ ಪ್ರಾಥಮಿಕ ಆರೋಗ್ಯ ಕೇಂದ್ರದ ವೈದ್ಯಾಧಿಕಾರಿಗಳು ಮಾತನಾಡಿ, ಗ್ರಾಮೀಣ ಭಾಗದ ಜನರು ಆರೋಗ್ಯದ ಬಗ್ಗೆ ನಿರ್ಲಕ್ಷ್ಯ ವಹಿಸಬಾರದು. ನಿಯಮಿತ ತಪಾಸಣೆಯಿಂದ ರೋಗಗಳನ್ನು ಆರಂಭದಲ್ಲೇ ಪತ್ತೆ ಹಚ್ಚಬಹುದು ಎಂದರು. ಆಯುಷ್ಮಾನ್ ಭಾರತ್ ಕಾರ್ಡ್ ನೋಂದಣಿ ಮಾಡಲಾಯಿತು. ಆಶಾ ಕಾರ್ಯಕರ್ತೆಯರು, ಸಿಬ್ಬಂದಿ ಉಪಸ್ಥಿತರಿದ್ದರು. — [240, 2208, 434, 2359]
dateline: ಹಾಸನ: — [1212, 852, 1243, 867]
story-column: ಕಂಪನಿಯ ಸಿಬ್ಬಂದಿ ಹಾಗೂ ಗ್ರಾಮಸ್ಥರು ಸೇರಿ ರಸ್ತೆ ಬದಿಗಳು, ಶಾಲಾ ಆವರಣ, ದೇವಸ್ಥಾನದ ಆವರಣಗಳಲ್ಲಿ ಸ್ವಚ್ಛತಾ ಕಾರ್ಯ ನಡೆಸಿದರು. ಪ್ಲಾಸ್ಟಿಕ್ ಬಳಕೆ ನಿಷೇಧದ ಬಗ್ಗೆ ಜಾಗೃತಿ ಮೂಡಿಸಲಾಯಿತು. ಹದಿನೈದು ದಿನಗಳ ಕಾಲ ಕಾರ್ಯಕ್ರಮ ನಡೆಯಲಿದೆ. — [732, 1053, 958, 1145]
divider — [659, 2033, 1518, 2034]
story-column: ಮಾಡಬಹುದಾಗಿದೆ. ಈ ಯೋಜನೆಯಡಿ ಅರ್ಜಿ ಸಲ್ಲಿಸಲು ಆಸಕ್ತರು ಕರ್ನಾಟಕ ರಾಜ್ಯ ಬ್ರಾಹ್ಮಣ ಅಭಿವೃದ್ಧಿ ಮಂಡಳಿಯ ವೆಬ್‌ಸೈಟ್ ಮೂಲಕ ಆನ್‌ಲೈನ್‌ನಲ್ಲಿ ಅರ್ಜಿ ಸಲ್ಲಿಸಬೇಕು. ಅರ್ಜಿದಾರರ ವಯೋಮಿತಿ 18 ರಿಂದ 65 ವರ್ಷ ಆಗಿರಬೇಕು. ಹೆಚ್ಚಿನ ಮಾಹಿತಿಗಾಗಿ ದೂರವಾಣಿ ಸಂಖ್ಯೆ 8029605888 ಮತ್ತು 8762249230 ಸಂಪರ್ಕಿಸಿ. — [1172, 1868, 1518, 1935]
government-emblem-icon — [1181, 2050, 1229, 2098]
section-label: ಬೆಂ.ಗ್ರಾಮಾಂತರ-ರಾಮನಗರ — [11, 11, 513, 73]
headline-line: ನೇರ ಸಾಲ — [694, 1872, 775, 1901]
story-column: ಆಸ್ಪತ್ರೆಯ ಸ್ಟಾಫ್ ನರ್ಸ್, ಆರೋಗ್ಯ ಸುರಕ್ಷತಾ ಅಧಿಕಾರಿಗಳು, ಫಾರ್ಮಸಿಸ್ಟ್ ಹಾಗೂ ಪ್ರಯೋಗಶಾಲಾ ತಂತ್ರಜ್ಞರು ಶಿಬಿರದಲ್ಲಿ ಭಾಗವಹಿಸಿ ಸೇವೆ ಸಲ್ಲಿಸಿದರು. ಮಹಿಳೆಯರು ಮತ್ತು ಮಕ್ಕಳ ಆರೋಗ್ಯದ ಬಗ್ಗೆ ಅರಿವು ಮೂಡಿಸಲಾಯಿತು. ಪೌಷ್ಟಿಕ ಆಹಾರದ ಮಹತ್ವ ತಿಳಿಸಲಾಯಿತು. — [443, 2208, 644, 2320]
